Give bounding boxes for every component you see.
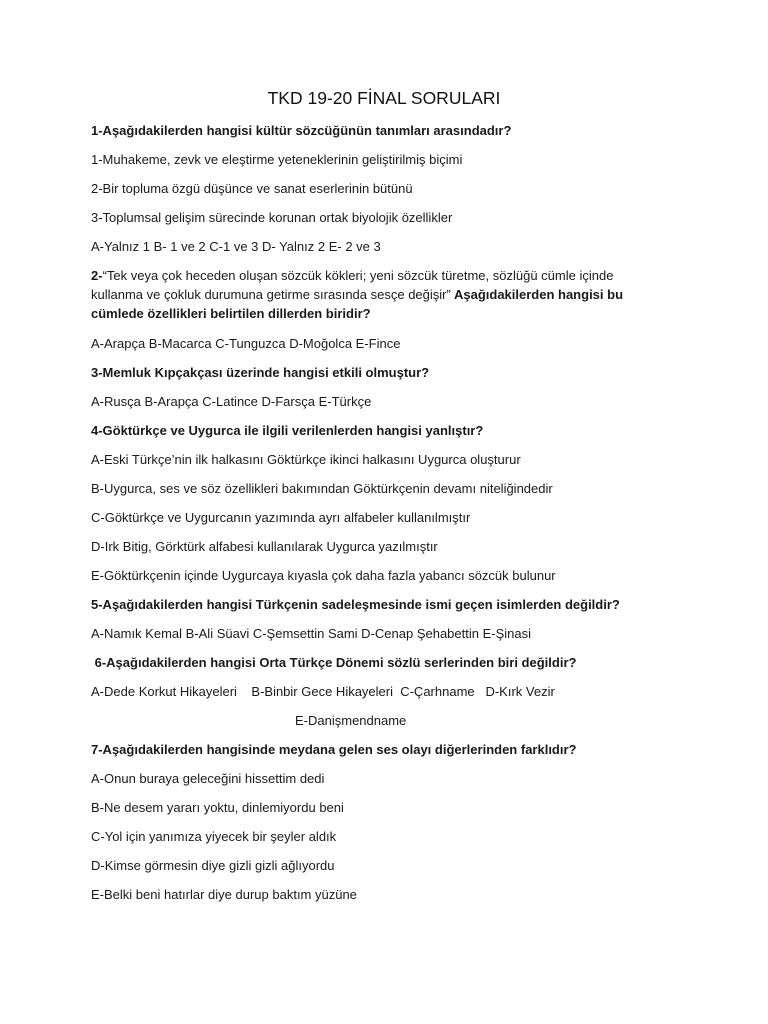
q7-option-b: B-Ne desem yararı yoktu, dinlemiyordu beni [91, 800, 344, 815]
question-2-prompt-2: cümlede özellikleri belirtilen dillerden biridir? [91, 306, 371, 321]
q7-option-e: E-Belki beni hatırlar diye durup baktım yüzüne [91, 887, 357, 902]
q2-options: A-Arapça B-Macarca C-Tunguzca D-Moğolca E-Fince [91, 336, 401, 351]
question-2-line-1 [91, 266, 613, 285]
page-title: TKD 19-20 FİNAL SORULARI [267, 88, 501, 108]
question-2-prompt-1: Aşağıdakilerden hangisi bu [450, 287, 624, 302]
question-2-quote-2: kullanma ve çokluk durumuna getirme sırasında sesçe değişir” [91, 287, 451, 302]
q4-option-c: C-Göktürkçe ve Uygurcanın yazımında ayrı alfabeler kullanılmıştır [91, 510, 471, 525]
question-1: 1-Aşağıdakilerden hangisi kültür sözcüğünün tanımları arasındadır? [91, 123, 512, 138]
q3-options: A-Rusça B-Arapça C-Latince D-Farsça E-Türkçe [91, 394, 372, 409]
question-5: 5-Aşağıdakilerden hangisi Türkçenin sadeleşmesinde ismi geçen isimlerden değildir? [91, 597, 620, 612]
question-3: 3-Memluk Kıpçakçası üzerinde hangisi etkili olmuştur? [91, 365, 430, 380]
question-7: 7-Aşağıdakilerden hangisinde meydana gelen ses olayı diğerlerinden farklıdır? [91, 742, 577, 757]
q1-item-2: 2-Bir topluma özgü düşünce ve sanat eserlerinin bütünü [91, 181, 413, 196]
q4-option-a: A-Eski Türkçe’nin ilk halkasını Göktürkçe ikinci halkasını Uygurca oluşturur [91, 452, 521, 467]
q7-option-a: A-Onun buraya geleceğini hissettim dedi [91, 771, 325, 786]
question-2-number: 2- [91, 268, 103, 283]
q1-item-3: 3-Toplumsal gelişim sürecinde korunan ortak biyolojik özellikler [91, 210, 453, 225]
question-6: 6-Aşağıdakilerden hangisi Orta Türkçe Dönemi sözlü serlerinden biri değildir? [91, 655, 577, 670]
q4-option-e: E-Göktürkçenin içinde Uygurcaya kıyasla çok daha fazla yabancı sözcük bulunur [91, 568, 556, 583]
q7-option-c: C-Yol için yanımıza yiyecek bir şeyler aldık [91, 829, 337, 844]
q5-options: A-Namık Kemal B-Ali Süavi C-Şemsettin Sami D-Cenap Şehabettin E-Şinasi [91, 626, 532, 641]
q4-option-b: B-Uygurca, ses ve söz özellikleri bakımından Göktürkçenin devamı niteliğindedir [91, 481, 553, 496]
q4-option-d: D-Irk Bitig, Görktürk alfabesi kullanılarak Uygurca yazılmıştır [91, 539, 438, 554]
q6-options-line-2: E-Danişmendname [295, 713, 407, 728]
question-4: 4-Göktürkçe ve Uygurca ile ilgili verilenlerden hangisi yanlıştır? [91, 423, 484, 438]
question-2-quote-1: “Tek veya çok heceden oluşan sözcük kökleri; yeni sözcük türetme, sözlüğü cümle içinde [102, 268, 614, 283]
q1-item-1: 1-Muhakeme, zevk ve eleştirme yeteneklerinin geliştirilmiş biçimi [91, 152, 463, 167]
q1-options: A-Yalnız 1 B- 1 ve 2 C-1 ve 3 D- Yalnız 2 E- 2 ve 3 [91, 239, 381, 254]
q7-option-d: D-Kimse görmesin diye gizli gizli ağlıyordu [91, 858, 335, 873]
question-2-line-2 [91, 285, 623, 304]
q6-options-line-1: A-Dede Korkut Hikayeleri B-Binbir Gece Hikayeleri C-Çarhname D-Kırk Vezir [91, 684, 555, 699]
